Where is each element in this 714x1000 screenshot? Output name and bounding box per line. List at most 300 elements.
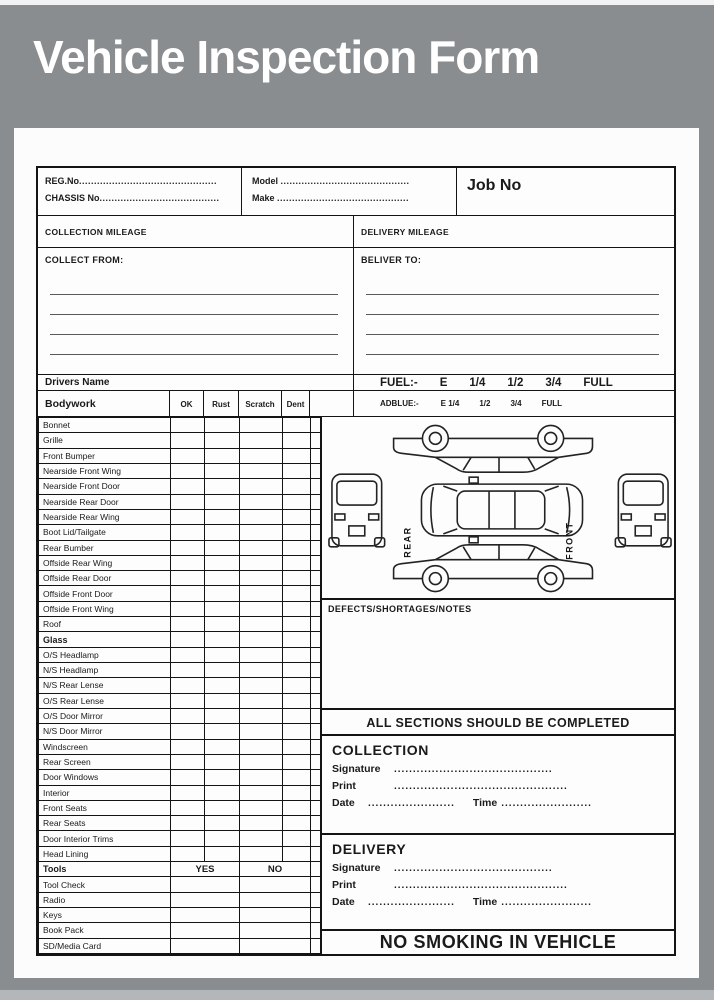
bodywork-row xyxy=(39,601,321,616)
rust-check-cell[interactable] xyxy=(205,678,240,693)
bodywork-row xyxy=(39,693,321,708)
bodywork-row-label: N/S Headlamp xyxy=(39,663,171,678)
yes-column-header: YES xyxy=(171,862,240,877)
defects-box xyxy=(322,600,674,710)
collect-from-write-area xyxy=(45,275,343,355)
bodywork-column-header: Bodywork xyxy=(38,391,170,416)
rust-check-cell[interactable] xyxy=(205,586,240,601)
dent-check-cell[interactable] xyxy=(283,678,311,693)
bodywork-row-label: Roof xyxy=(39,617,171,632)
bodywork-row-label: Nearside Front Wing xyxy=(39,463,171,478)
ok-check-cell[interactable] xyxy=(171,816,205,831)
dent-check-cell[interactable] xyxy=(283,770,311,785)
dent-check-cell[interactable] xyxy=(283,479,311,494)
ok-check-cell[interactable] xyxy=(171,693,205,708)
dent-check-cell[interactable] xyxy=(283,525,311,540)
spare-cell xyxy=(311,877,321,892)
time-label: Time xyxy=(472,896,498,908)
photo-bottom-edge xyxy=(0,990,714,1000)
bodywork-row xyxy=(39,800,321,815)
bodywork-row-label: Boot Lid/Tailgate xyxy=(39,525,171,540)
dent-check-cell[interactable] xyxy=(283,418,311,433)
addresses-row xyxy=(38,248,674,375)
rust-check-cell[interactable] xyxy=(205,693,240,708)
write-line[interactable] xyxy=(50,335,338,355)
bodywork-row xyxy=(39,846,321,861)
rust-check-cell[interactable] xyxy=(205,433,240,448)
collect-from-label: COLLECT FROM: xyxy=(45,255,124,265)
bodywork-row xyxy=(39,708,321,723)
bodywork-row xyxy=(39,555,321,570)
print-label: Print xyxy=(332,780,356,792)
signature-write-line[interactable]: .......................................... xyxy=(394,764,553,775)
chassis-field xyxy=(45,193,241,203)
defects-label: DEFECTS/SHORTAGES/NOTES xyxy=(328,604,472,614)
spare-cell xyxy=(311,831,321,846)
front-view-label: FRONT xyxy=(564,521,575,560)
write-line[interactable] xyxy=(50,275,338,295)
ok-check-cell[interactable] xyxy=(171,479,205,494)
ok-check-cell[interactable] xyxy=(171,663,205,678)
bodywork-row xyxy=(39,586,321,601)
make-write-line[interactable]: ............................................ xyxy=(277,193,410,203)
bodywork-row-label: Offside Front Door xyxy=(39,586,171,601)
tool-row-label: Radio xyxy=(39,892,171,907)
rust-check-cell[interactable] xyxy=(205,831,240,846)
bodywork-row-label: N/S Rear Lense xyxy=(39,678,171,693)
yes-check-cell[interactable] xyxy=(171,877,240,892)
bodywork-row-label: Door Windows xyxy=(39,770,171,785)
adblue-gauge-row xyxy=(354,391,674,416)
no-check-cell[interactable] xyxy=(240,908,311,923)
rust-check-cell[interactable] xyxy=(205,571,240,586)
ok-check-cell[interactable] xyxy=(171,433,205,448)
bodywork-row-label: Head Lining xyxy=(39,846,171,861)
bodywork-row xyxy=(39,663,321,678)
spare-cell xyxy=(311,571,321,586)
make-field xyxy=(252,193,456,203)
rear-view xyxy=(329,474,385,547)
bodywork-row xyxy=(39,938,321,953)
no-check-cell[interactable] xyxy=(240,938,311,953)
scratch-column-header: Scratch xyxy=(239,391,282,416)
ok-check-cell[interactable] xyxy=(171,571,205,586)
scratch-check-cell[interactable] xyxy=(240,846,283,861)
spare-cell xyxy=(311,862,321,877)
ok-check-cell[interactable] xyxy=(171,601,205,616)
model-field xyxy=(252,176,456,186)
ok-check-cell[interactable] xyxy=(171,555,205,570)
bodywork-row-label: Glass xyxy=(39,632,171,647)
front-view xyxy=(615,474,671,547)
write-line[interactable] xyxy=(50,315,338,335)
bodywork-row xyxy=(39,525,321,540)
collect-from-cell xyxy=(38,248,354,374)
spare-cell xyxy=(311,601,321,616)
bodywork-row xyxy=(39,724,321,739)
bodywork-row xyxy=(39,433,321,448)
reg-field xyxy=(45,176,241,186)
spare-cell xyxy=(311,494,321,509)
bodywork-row xyxy=(39,831,321,846)
fuel-gauge-row xyxy=(354,375,674,390)
ok-check-cell[interactable] xyxy=(171,800,205,815)
scratch-check-cell[interactable] xyxy=(240,617,283,632)
scratch-check-cell[interactable] xyxy=(240,525,283,540)
rust-check-cell[interactable] xyxy=(205,479,240,494)
rust-check-cell[interactable] xyxy=(205,816,240,831)
bodywork-row-label: Windscreen xyxy=(39,739,171,754)
spare-cell xyxy=(311,418,321,433)
make-label: Make xyxy=(252,193,275,203)
scratch-check-cell[interactable] xyxy=(240,647,283,662)
tools-section-label: Tools xyxy=(39,862,171,877)
rust-check-cell[interactable] xyxy=(205,555,240,570)
yes-check-cell[interactable] xyxy=(171,923,240,938)
bodywork-row xyxy=(39,418,321,433)
dent-check-cell[interactable] xyxy=(283,571,311,586)
rust-check-cell[interactable] xyxy=(205,525,240,540)
scratch-check-cell[interactable] xyxy=(240,571,283,586)
rust-check-cell[interactable] xyxy=(205,708,240,723)
bodywork-row xyxy=(39,908,321,923)
dent-check-cell[interactable] xyxy=(283,754,311,769)
dent-check-cell[interactable] xyxy=(283,509,311,524)
ok-check-cell[interactable] xyxy=(171,739,205,754)
adblue-stops xyxy=(441,399,562,408)
spare-cell xyxy=(311,816,321,831)
collection-mileage-label: COLLECTION MILEAGE xyxy=(45,227,147,237)
dent-check-cell[interactable] xyxy=(283,724,311,739)
ok-check-cell[interactable] xyxy=(171,785,205,800)
ok-check-cell[interactable] xyxy=(171,525,205,540)
bodywork-row-label: O/S Door Mirror xyxy=(39,708,171,723)
dent-check-cell[interactable] xyxy=(283,463,311,478)
signature-label: Signature xyxy=(332,862,381,874)
rust-check-cell[interactable] xyxy=(205,770,240,785)
inspection-form xyxy=(36,166,676,956)
bodywork-row-label: O/S Headlamp xyxy=(39,647,171,662)
bodywork-row xyxy=(39,494,321,509)
scratch-check-cell[interactable] xyxy=(240,632,283,647)
dent-check-cell[interactable] xyxy=(283,785,311,800)
deliver-to-label: BELIVER TO: xyxy=(361,255,422,265)
dent-check-cell[interactable] xyxy=(283,494,311,509)
identity-row xyxy=(38,168,674,216)
page-title: Vehicle Inspection Form xyxy=(33,31,540,83)
model-write-line[interactable]: ........................................... xyxy=(280,176,410,186)
bodywork-row xyxy=(39,479,321,494)
spare-cell xyxy=(311,693,321,708)
scratch-check-cell[interactable] xyxy=(240,770,283,785)
scratch-check-cell[interactable] xyxy=(240,540,283,555)
rust-check-cell[interactable] xyxy=(205,601,240,616)
ok-check-cell[interactable] xyxy=(171,632,205,647)
dent-check-cell[interactable] xyxy=(283,540,311,555)
scratch-check-cell[interactable] xyxy=(240,831,283,846)
write-line[interactable] xyxy=(366,335,659,355)
ok-check-cell[interactable] xyxy=(171,846,205,861)
main-area xyxy=(38,417,674,954)
right-panel xyxy=(321,417,674,954)
rust-check-cell[interactable] xyxy=(205,509,240,524)
bodywork-row-label: N/S Door Mirror xyxy=(39,724,171,739)
bodywork-table xyxy=(38,417,321,954)
gauge-stop: 3/4 xyxy=(510,399,522,408)
spare-cell xyxy=(311,647,321,662)
spare-cell xyxy=(311,555,321,570)
delivery-title: DELIVERY xyxy=(332,841,407,857)
bodywork-row-label: Offside Front Wing xyxy=(39,601,171,616)
bodywork-row xyxy=(39,540,321,555)
rust-check-cell[interactable] xyxy=(205,754,240,769)
no-check-cell[interactable] xyxy=(240,892,311,907)
rust-check-cell[interactable] xyxy=(205,785,240,800)
rust-check-cell[interactable] xyxy=(205,800,240,815)
dent-check-cell[interactable] xyxy=(283,846,311,861)
tool-row-label: Keys xyxy=(39,908,171,923)
scratch-check-cell[interactable] xyxy=(240,463,283,478)
rust-check-cell[interactable] xyxy=(205,494,240,509)
ok-check-cell[interactable] xyxy=(171,509,205,524)
scratch-check-cell[interactable] xyxy=(240,509,283,524)
print-write-line[interactable]: .............................................. xyxy=(394,880,568,891)
dent-check-cell[interactable] xyxy=(283,831,311,846)
yes-check-cell[interactable] xyxy=(171,938,240,953)
defects-write-area[interactable] xyxy=(328,614,668,699)
chassis-write-line[interactable]: ........................................ xyxy=(99,193,220,203)
gauge-stop: 1/2 xyxy=(479,399,491,408)
bodywork-row-label: Offside Rear Wing xyxy=(39,555,171,570)
bodywork-row xyxy=(39,448,321,463)
time-write-line[interactable]: ........................ xyxy=(501,798,592,809)
model-make-cell xyxy=(242,168,457,215)
ok-check-cell[interactable] xyxy=(171,540,205,555)
rust-check-cell[interactable] xyxy=(205,448,240,463)
dent-check-cell[interactable] xyxy=(283,617,311,632)
ok-check-cell[interactable] xyxy=(171,418,205,433)
rust-check-cell[interactable] xyxy=(205,724,240,739)
time-write-line[interactable]: ........................ xyxy=(501,897,592,908)
no-smoking-banner: NO SMOKING IN VEHICLE xyxy=(379,932,617,952)
bodywork-row-label: Offside Rear Door xyxy=(39,571,171,586)
dent-check-cell[interactable] xyxy=(283,693,311,708)
bodywork-row-label: Rear Seats xyxy=(39,816,171,831)
spare-cell xyxy=(311,509,321,524)
write-line[interactable] xyxy=(366,295,659,315)
rust-check-cell[interactable] xyxy=(205,632,240,647)
all-sections-note: ALL SECTIONS SHOULD BE COMPLETED xyxy=(322,710,674,736)
gauge-stop: FULL xyxy=(583,376,613,389)
rust-check-cell[interactable] xyxy=(205,647,240,662)
spare-cell xyxy=(311,663,321,678)
reg-label: REG.No xyxy=(45,176,80,186)
spare-header-cell xyxy=(310,391,354,416)
yes-check-cell[interactable] xyxy=(171,908,240,923)
dent-check-cell[interactable] xyxy=(283,448,311,463)
bodywork-row xyxy=(39,632,321,647)
bodywork-row xyxy=(39,678,321,693)
rust-check-cell[interactable] xyxy=(205,463,240,478)
ok-check-cell[interactable] xyxy=(171,494,205,509)
spare-cell xyxy=(311,938,321,953)
collection-date-time-line xyxy=(332,797,674,809)
scratch-check-cell[interactable] xyxy=(240,479,283,494)
bodywork-row-label: Grille xyxy=(39,433,171,448)
date-write-line[interactable]: ....................... xyxy=(368,897,455,908)
scratch-check-cell[interactable] xyxy=(240,586,283,601)
spare-cell xyxy=(311,739,321,754)
spare-cell xyxy=(311,908,321,923)
dent-check-cell[interactable] xyxy=(283,816,311,831)
bodywork-row xyxy=(39,617,321,632)
scratch-check-cell[interactable] xyxy=(240,785,283,800)
signature-write-line[interactable]: .......................................... xyxy=(394,863,553,874)
scratch-check-cell[interactable] xyxy=(240,816,283,831)
ok-check-cell[interactable] xyxy=(171,617,205,632)
ok-check-cell[interactable] xyxy=(171,708,205,723)
ok-check-cell[interactable] xyxy=(171,678,205,693)
rust-check-cell[interactable] xyxy=(205,846,240,861)
chassis-label: CHASSIS No xyxy=(45,193,100,203)
dent-check-cell[interactable] xyxy=(283,647,311,662)
scratch-check-cell[interactable] xyxy=(240,724,283,739)
bodywork-header-row xyxy=(38,391,674,417)
spare-cell xyxy=(311,892,321,907)
collection-mileage-cell[interactable] xyxy=(38,216,354,247)
form-page xyxy=(14,128,699,978)
tool-row-label: Tool Check xyxy=(39,877,171,892)
dent-check-cell[interactable] xyxy=(283,663,311,678)
ok-check-cell[interactable] xyxy=(171,754,205,769)
write-line[interactable] xyxy=(50,295,338,315)
scratch-check-cell[interactable] xyxy=(240,739,283,754)
scratch-check-cell[interactable] xyxy=(240,494,283,509)
delivery-mileage-label: DELIVERY MILEAGE xyxy=(361,227,449,237)
time-label: Time xyxy=(472,797,498,809)
dent-check-cell[interactable] xyxy=(283,586,311,601)
spare-cell xyxy=(311,785,321,800)
gauge-stop: E 1/4 xyxy=(440,399,460,408)
bodywork-row-label: Nearside Rear Wing xyxy=(39,509,171,524)
ok-check-cell[interactable] xyxy=(171,463,205,478)
bodywork-row-label: Rear Screen xyxy=(39,754,171,769)
collection-signature-line xyxy=(332,763,674,775)
bodywork-row-label: Nearside Front Door xyxy=(39,479,171,494)
scratch-check-cell[interactable] xyxy=(240,678,283,693)
delivery-mileage-cell[interactable] xyxy=(354,216,674,247)
bodywork-row xyxy=(39,877,321,892)
rust-check-cell[interactable] xyxy=(205,663,240,678)
adblue-label: ADBLUE:- xyxy=(380,399,419,408)
plan-view xyxy=(421,477,582,543)
ok-check-cell[interactable] xyxy=(171,770,205,785)
photo-top-edge xyxy=(0,0,714,5)
bodywork-row xyxy=(39,463,321,478)
bodywork-row xyxy=(39,509,321,524)
ok-check-cell[interactable] xyxy=(171,831,205,846)
ok-check-cell[interactable] xyxy=(171,724,205,739)
spare-cell xyxy=(311,724,321,739)
rust-check-cell[interactable] xyxy=(205,617,240,632)
delivery-date-time-line xyxy=(332,896,674,908)
date-label: Date xyxy=(332,896,355,908)
dent-check-cell[interactable] xyxy=(283,739,311,754)
no-check-cell[interactable] xyxy=(240,923,311,938)
car-diagram xyxy=(322,417,678,600)
scratch-check-cell[interactable] xyxy=(240,601,283,616)
no-column-header: NO xyxy=(240,862,311,877)
dent-check-cell[interactable] xyxy=(283,800,311,815)
write-line[interactable] xyxy=(366,315,659,335)
dent-check-cell[interactable] xyxy=(283,433,311,448)
write-line[interactable] xyxy=(366,275,659,295)
spare-cell xyxy=(311,770,321,785)
ok-check-cell[interactable] xyxy=(171,647,205,662)
rust-check-cell[interactable] xyxy=(205,739,240,754)
mileage-row xyxy=(38,216,674,248)
spare-cell xyxy=(311,540,321,555)
delivery-signature-line xyxy=(332,862,674,874)
date-write-line[interactable]: ....................... xyxy=(368,798,455,809)
spare-cell xyxy=(311,617,321,632)
dent-check-cell[interactable] xyxy=(283,708,311,723)
print-write-line[interactable]: .............................................. xyxy=(394,781,568,792)
date-label: Date xyxy=(332,797,355,809)
spare-cell xyxy=(311,479,321,494)
yes-check-cell[interactable] xyxy=(171,892,240,907)
spare-cell xyxy=(311,463,321,478)
side-view-top xyxy=(394,425,593,472)
scratch-check-cell[interactable] xyxy=(240,433,283,448)
dent-check-cell[interactable] xyxy=(283,601,311,616)
rust-check-cell[interactable] xyxy=(205,418,240,433)
rust-check-cell[interactable] xyxy=(205,540,240,555)
job-no-cell[interactable] xyxy=(457,168,674,215)
rust-column-header: Rust xyxy=(204,391,239,416)
dent-check-cell[interactable] xyxy=(283,555,311,570)
drivers-name-cell[interactable] xyxy=(38,375,354,390)
no-check-cell[interactable] xyxy=(240,877,311,892)
delivery-print-line xyxy=(332,879,674,891)
spare-cell xyxy=(311,448,321,463)
collection-print-line xyxy=(332,780,674,792)
spare-cell xyxy=(311,923,321,938)
gauge-stop: 1/2 xyxy=(507,376,524,389)
reg-write-line[interactable]: .............................................. xyxy=(79,176,218,186)
ok-check-cell[interactable] xyxy=(171,586,205,601)
scratch-check-cell[interactable] xyxy=(240,754,283,769)
scratch-check-cell[interactable] xyxy=(240,663,283,678)
signature-label: Signature xyxy=(332,763,381,775)
bodywork-row-label: Bonnet xyxy=(39,418,171,433)
deliver-to-write-area xyxy=(361,275,664,355)
reg-chassis-cell xyxy=(38,168,242,215)
scratch-check-cell[interactable] xyxy=(240,708,283,723)
scratch-check-cell[interactable] xyxy=(240,448,283,463)
dent-check-cell[interactable] xyxy=(283,632,311,647)
fuel-label: FUEL:- xyxy=(380,376,418,389)
scratch-check-cell[interactable] xyxy=(240,693,283,708)
scratch-check-cell[interactable] xyxy=(240,800,283,815)
car-diagram-box xyxy=(322,417,674,600)
bodywork-row xyxy=(39,571,321,586)
scratch-check-cell[interactable] xyxy=(240,555,283,570)
ok-check-cell[interactable] xyxy=(171,448,205,463)
tool-row-label: SD/Media Card xyxy=(39,938,171,953)
scratch-check-cell[interactable] xyxy=(240,418,283,433)
gauge-stop: E xyxy=(439,376,448,389)
